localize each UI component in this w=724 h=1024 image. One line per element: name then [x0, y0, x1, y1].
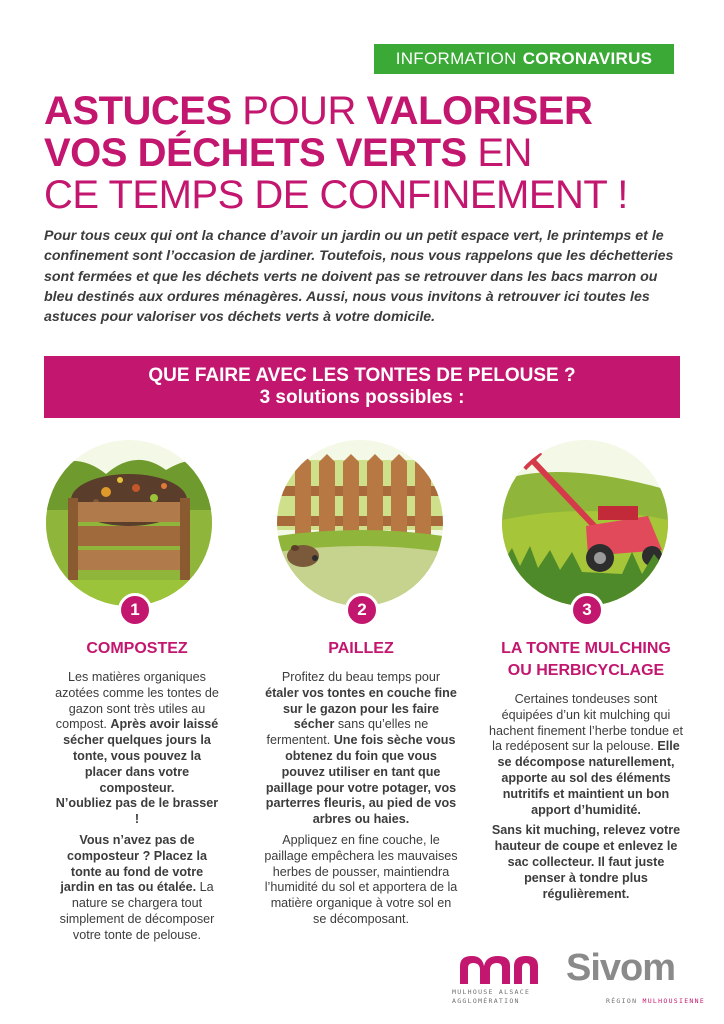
sivom-name: Sivom — [566, 947, 676, 989]
step-number-1: 1 — [118, 593, 152, 627]
intro-paragraph: Pour tous ceux qui ont la chance d’avoir un jardin ou un petit espace vert, le printemps et le confinement sont l’occasion de jardiner. Toutefois, nous vous rappelons que les déchetteries sont fermées et que les déchets verts ne doivent pas se retrouver dans les bacs marron ou bleu destinés aux ordures ménagères. Aussi, nous vous invitons à retrouver ici toutes les astuces pour valoriser vos déchets verts à votre domicile. — [44, 228, 674, 326]
title-line: CE TEMPS DE CONFINEMENT ! — [44, 173, 628, 217]
sivom-logo — [566, 947, 706, 1008]
solution-title-line: LA TONTE MULCHING — [501, 640, 671, 657]
solution-paragraph — [488, 692, 684, 818]
solution-title: PAILLEZ — [328, 640, 394, 657]
solution-text: Profitez du beau temps pour — [281, 670, 441, 684]
solution-title — [488, 638, 684, 682]
info-tag-light: INFORMATION — [395, 49, 517, 68]
banner-question: QUE FAIRE AVEC LES TONTES DE PELOUSE ? — [148, 365, 576, 386]
compost-bin-icon — [46, 440, 212, 606]
solution-text-bold: Une fois sèche vous obtenez du foin que vous pouvez utiliser en tant que paillage pour votre potager, vos parterres fleuris, au pied de vos arbres ou haies. — [265, 733, 457, 827]
sivom-sub-b: MULHOUSIENNE — [642, 997, 706, 1005]
solution-compost — [54, 638, 220, 949]
step-number-3: 3 — [570, 593, 604, 627]
step-number-2: 2 — [345, 593, 379, 627]
title-word: VALORISER — [366, 89, 593, 133]
solution-text-bold: Vous n’avez pas de composteur ? Placez la tonte au fond de votre jardin en tas ou étalée. — [60, 832, 207, 895]
mulhouse-logo — [452, 952, 552, 1008]
solution-paragraph — [488, 823, 684, 902]
solution-text: Certaines tondeuses sont équipées d’un kit mulching qui hachent finement l’herbe tondue et la redéposent sur la pelouse. — [489, 692, 683, 754]
section-banner — [44, 356, 680, 418]
info-tag-bold: CORONAVIRUS — [522, 49, 653, 68]
solution-text-bold: Sans kit muching, relevez votre hauteur de coupe et enlevez le sac collecteur. Il faut juste penser à tondre plus régulièrement. — [491, 823, 681, 901]
solution-text: sans qu’elles ne fermentent. — [266, 717, 429, 748]
solution-title-line: OU HERBICYCLAGE — [507, 662, 665, 679]
solution-text-bold: Après avoir laissé sécher quelques jours la tonte, vous pouvez la placer dans votre composteur. — [63, 717, 219, 795]
mulhouse-line2: AGGLOMÉRATION — [452, 997, 520, 1005]
solution-paillez — [264, 638, 458, 933]
solution-paragraph: Appliquez en fine couche, le paillage empêchera les mauvaises herbes de pousser, maintiendra l’humidité du sol et apportera de la matière organique à votre sol en se décomposant. — [264, 832, 458, 926]
title-word: EN — [477, 131, 532, 175]
solution-paragraph — [54, 670, 220, 828]
title-word: VOS DÉCHETS VERTS — [44, 131, 467, 175]
banner-subtitle: 3 solutions possibles : — [259, 387, 465, 408]
solution-text-bold: étaler vos tontes en couche fine sur le gazon pour les faire sécher — [265, 685, 457, 732]
solution-text-bold: Elle se décompose naturellement, apporte au sol des éléments nutritifs et maintient un bon apport d’humidité. — [497, 739, 680, 817]
fence-hedgehog-icon — [277, 440, 443, 606]
solution-paragraph — [264, 670, 458, 828]
sivom-sub — [606, 997, 705, 1005]
solution-mulching — [488, 638, 684, 907]
title-word: POUR — [242, 89, 356, 133]
page-title — [44, 90, 684, 216]
solution-text: La nature se chargera tout simplement de décomposer votre tonte de pelouse. — [59, 880, 215, 942]
solution-text-bold: N’oubliez pas de le brasser ! — [55, 796, 219, 827]
info-tag — [374, 44, 674, 74]
mulhouse-m-icon — [452, 952, 552, 986]
mulhouse-line1: MULHOUSE ALSACE — [452, 988, 531, 996]
solution-text: Les matières organiques azotées comme les tontes de gazon sont très utiles au compost. — [55, 670, 219, 732]
title-word: ASTUCES — [44, 89, 232, 133]
lawn-mower-icon — [502, 440, 668, 606]
sivom-sub-a: RÉGION — [606, 997, 638, 1005]
solution-paragraph — [54, 833, 220, 944]
solution-title: COMPOSTEZ — [86, 640, 188, 657]
